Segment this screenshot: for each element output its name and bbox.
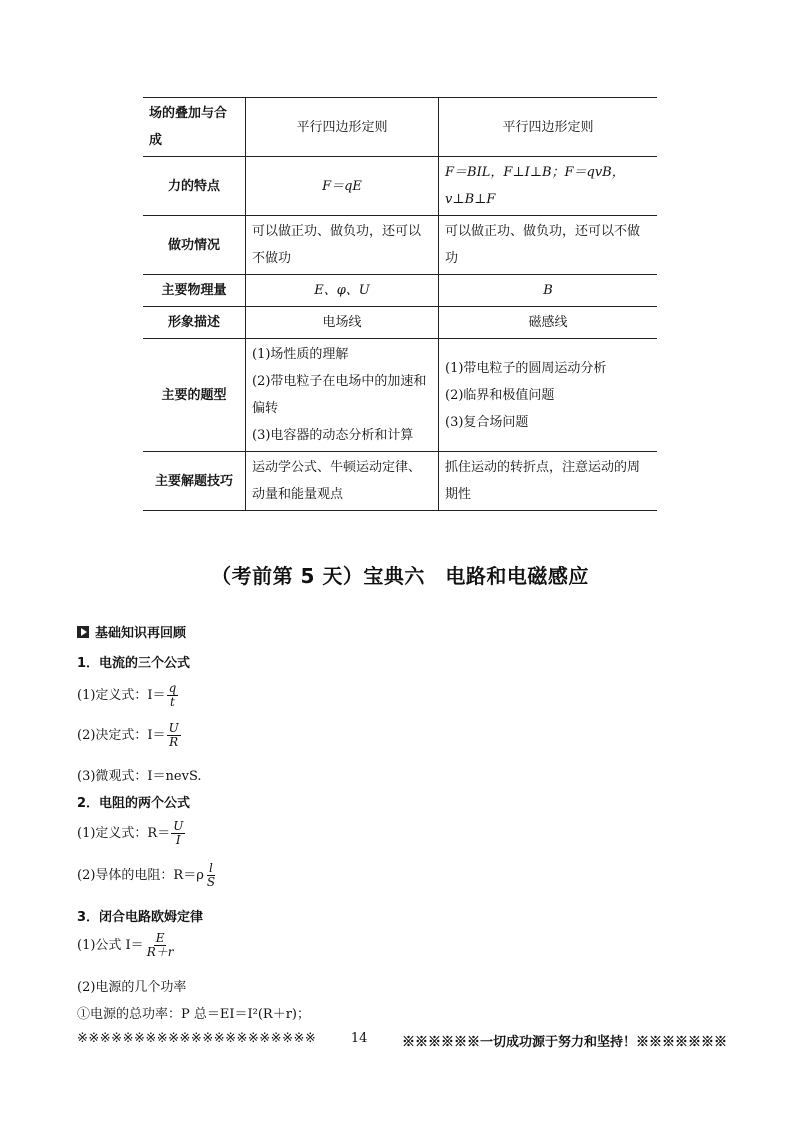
numerator: l [209, 861, 213, 875]
page-number: 14 [350, 1031, 368, 1046]
play-icon [77, 626, 89, 638]
list-item: (2)临界和极值问题 [445, 387, 555, 403]
row-label: 场的叠加与合成 [143, 98, 246, 157]
table-cell [439, 339, 658, 452]
section-header-label: 基础知识再回顾 [95, 626, 187, 641]
denominator: R [169, 735, 179, 749]
row-label: 主要解题技巧 [143, 452, 246, 511]
footer-left-decoration: ※※※※※※※※※※※※※※※※※※※※※ [77, 1031, 317, 1046]
formula-total-power: ①电源的总功率：P 总＝EI＝I²(R＋r)； [77, 1007, 310, 1022]
formula-ohms-law [77, 932, 176, 959]
comparison-table [143, 97, 657, 511]
list-item: (3)电容器的动态分析和计算 [252, 428, 414, 443]
heading-ohms-law: 3．闭合电路欧姆定律 [77, 910, 204, 925]
fraction [167, 722, 181, 749]
list-item: (3)复合场问题 [445, 414, 529, 430]
table-cell [246, 339, 439, 452]
formula-text: (1)公式 I＝ [77, 938, 144, 953]
denominator: I [175, 833, 181, 847]
denominator: t [169, 695, 175, 709]
table-cell: 磁感线 [439, 307, 658, 339]
page-footer [77, 1031, 727, 1050]
formula-definition [77, 682, 179, 709]
formula-text: (2)决定式：I＝ [77, 728, 166, 743]
fraction [167, 682, 179, 709]
formula-micro: (3)微观式：I＝nevS. [77, 769, 202, 784]
formula-conductor-resistance [77, 862, 218, 889]
list-item: (1)场性质的理解 [252, 347, 349, 362]
table-cell: 平行四边形定则 [439, 98, 658, 157]
table-cell: 电场线 [246, 307, 439, 339]
denominator: S [206, 875, 216, 889]
numerator: U [173, 819, 184, 833]
table-row [143, 275, 657, 307]
formula-determination [77, 722, 182, 749]
footer-motto: ※※※※※※一切成功源于努力和坚持！※※※※※※※ [401, 1035, 727, 1050]
table-row [143, 98, 657, 157]
table-cell: 可以做正功、做负功，还可以不做功 [439, 216, 658, 275]
row-label: 主要的题型 [143, 339, 246, 452]
table-cell: 抓住运动的转折点，注意运动的周期性 [439, 452, 658, 511]
list-item: (1)带电粒子的圆周运动分析 [445, 360, 607, 376]
fraction [205, 862, 217, 889]
formula-text: (2)导体的电阻：R＝ρ [77, 868, 204, 883]
table-cell: 平行四边形定则 [246, 98, 439, 157]
row-label: 做功情况 [143, 216, 246, 275]
numerator: q [168, 681, 177, 695]
table-cell: 运动学公式、牛顿运动定律、动量和能量观点 [246, 452, 439, 511]
table-cell: 可以做正功、做负功，还可以不做功 [246, 216, 439, 275]
fraction [171, 820, 185, 847]
row-label: 主要物理量 [143, 275, 246, 307]
formula-resistance-definition [77, 820, 186, 847]
row-label: 形象描述 [143, 307, 246, 339]
list-item: (2)带电粒子在电场中的加速和偏转 [252, 374, 427, 416]
table-row [143, 307, 657, 339]
heading-resistance: 2．电阻的两个公式 [77, 796, 191, 811]
table-cell: F＝qE [246, 157, 439, 216]
row-label: 力的特点 [143, 157, 246, 216]
table-cell: E、φ、U [246, 275, 439, 307]
table-row [143, 157, 657, 216]
table-row [143, 339, 657, 452]
heading-current: 1．电流的三个公式 [77, 656, 191, 671]
table-row [143, 452, 657, 511]
formula-text: (1)定义式：R＝ [77, 826, 171, 841]
numerator: U [168, 721, 179, 735]
table-cell: B [439, 275, 658, 307]
formula-text: (1)定义式：I＝ [77, 688, 166, 703]
table-cell: F＝BIL，F⊥I⊥B；F＝qvB，v⊥B⊥F [439, 157, 658, 216]
table-row [143, 216, 657, 275]
section-header [77, 622, 186, 641]
power-intro: (2)电源的几个功率 [77, 980, 187, 995]
fraction [145, 932, 176, 959]
denominator: R＋r [146, 945, 174, 959]
numerator: E [155, 931, 165, 945]
page-title: （考前第 5 天）宝典六 电路和电磁感应 [211, 564, 589, 588]
